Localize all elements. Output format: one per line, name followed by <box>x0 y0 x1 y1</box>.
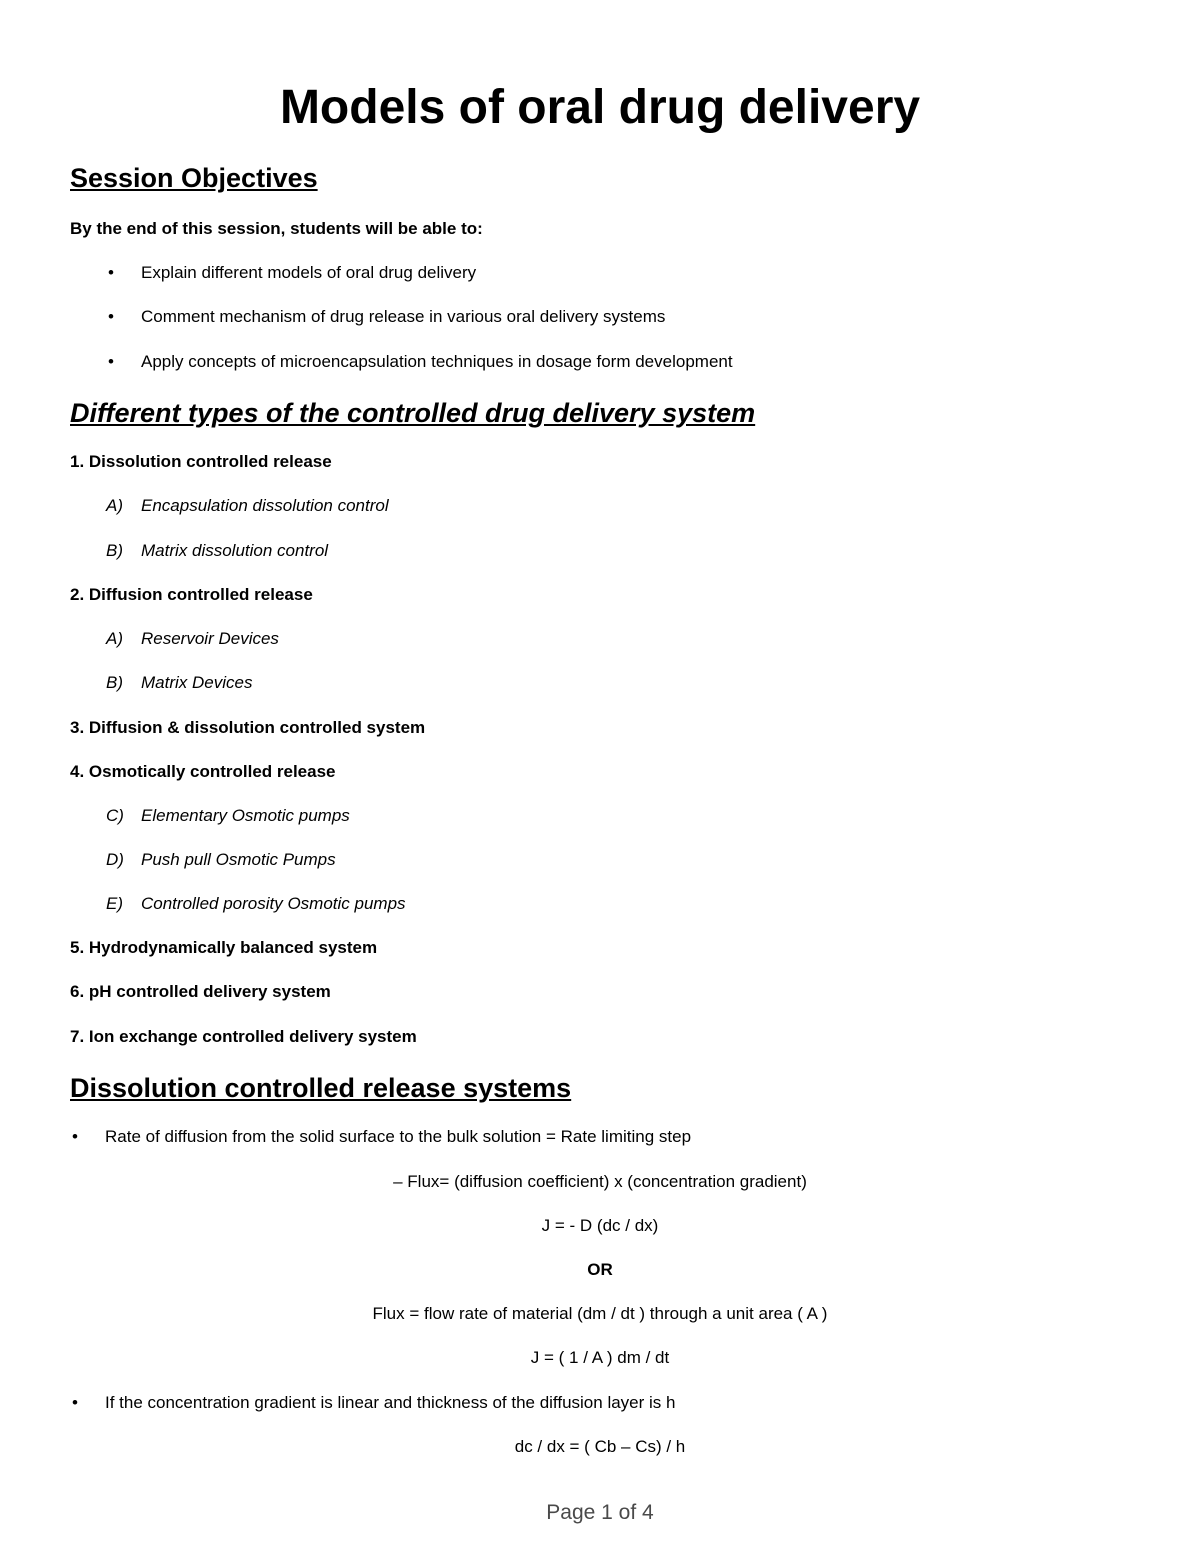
sub-item-text: Push pull Osmotic Pumps <box>141 850 336 869</box>
objectives-intro: By the end of this session, students will be able to: <box>70 219 483 238</box>
bullet-icon: • <box>108 307 114 326</box>
sub-item-letter: A) <box>106 629 123 648</box>
equation: J = ( 1 / A ) dm / dt <box>530 1348 670 1367</box>
bullet-icon: • <box>72 1127 78 1146</box>
type-group-label: 1. Dissolution controlled release <box>70 452 332 471</box>
equation: dc / dx = ( Cb – Cs) / h <box>514 1437 686 1456</box>
bullet-icon: • <box>72 1393 78 1412</box>
type-group-label: 5. Hydrodynamically balanced system <box>70 938 378 957</box>
dissolution-bullet: If the concentration gradient is linear and thickness of the diffusion layer is h <box>105 1393 676 1412</box>
sub-item-letter: D) <box>106 850 124 869</box>
page-title: Models of oral drug delivery <box>279 81 921 134</box>
sub-item-letter: C) <box>106 806 124 825</box>
type-group-label: 7. Ion exchange controlled delivery system <box>70 1027 417 1046</box>
dissolution-heading: Dissolution controlled release systems <box>70 1073 572 1103</box>
sub-item-text: Controlled porosity Osmotic pumps <box>141 894 406 913</box>
sub-item-text: Reservoir Devices <box>141 629 279 648</box>
flux-definition: Flux = flow rate of material (dm / dt ) through a unit area ( A ) <box>372 1304 828 1323</box>
dissolution-bullet: Rate of diffusion from the solid surface to the bulk solution = Rate limiting step <box>105 1127 692 1146</box>
page-footer: Page 1 of 4 <box>546 1501 654 1524</box>
or-separator: OR <box>587 1260 613 1279</box>
type-group-label: 4. Osmotically controlled release <box>70 762 336 781</box>
bullet-icon: • <box>108 263 114 282</box>
types-heading: Different types of the controlled drug delivery system <box>70 398 756 428</box>
sub-item-text: Matrix Devices <box>141 673 253 692</box>
sub-item-letter: A) <box>106 496 123 515</box>
sub-item-text: Elementary Osmotic pumps <box>141 806 350 825</box>
equation: J = - D (dc / dx) <box>541 1216 659 1235</box>
sub-item-letter: B) <box>106 673 123 692</box>
type-group-label: 6. pH controlled delivery system <box>70 982 331 1001</box>
objective-item: Explain different models of oral drug delivery <box>141 263 477 282</box>
objective-item: Apply concepts of microencapsulation techniques in dosage form development <box>141 352 733 371</box>
sub-item-letter: B) <box>106 541 123 560</box>
objective-item: Comment mechanism of drug release in various oral delivery systems <box>141 307 666 326</box>
sub-item-text: Matrix dissolution control <box>141 541 329 560</box>
sub-item-text: Encapsulation dissolution control <box>141 496 389 515</box>
type-group-label: 2. Diffusion controlled release <box>70 585 313 604</box>
objectives-heading: Session Objectives <box>70 163 318 193</box>
sub-item-letter: E) <box>106 894 123 913</box>
flux-line: – Flux= (diffusion coefficient) x (concentration gradient) <box>393 1172 807 1191</box>
type-group-label: 3. Diffusion & dissolution controlled system <box>70 718 426 737</box>
bullet-icon: • <box>108 352 114 371</box>
